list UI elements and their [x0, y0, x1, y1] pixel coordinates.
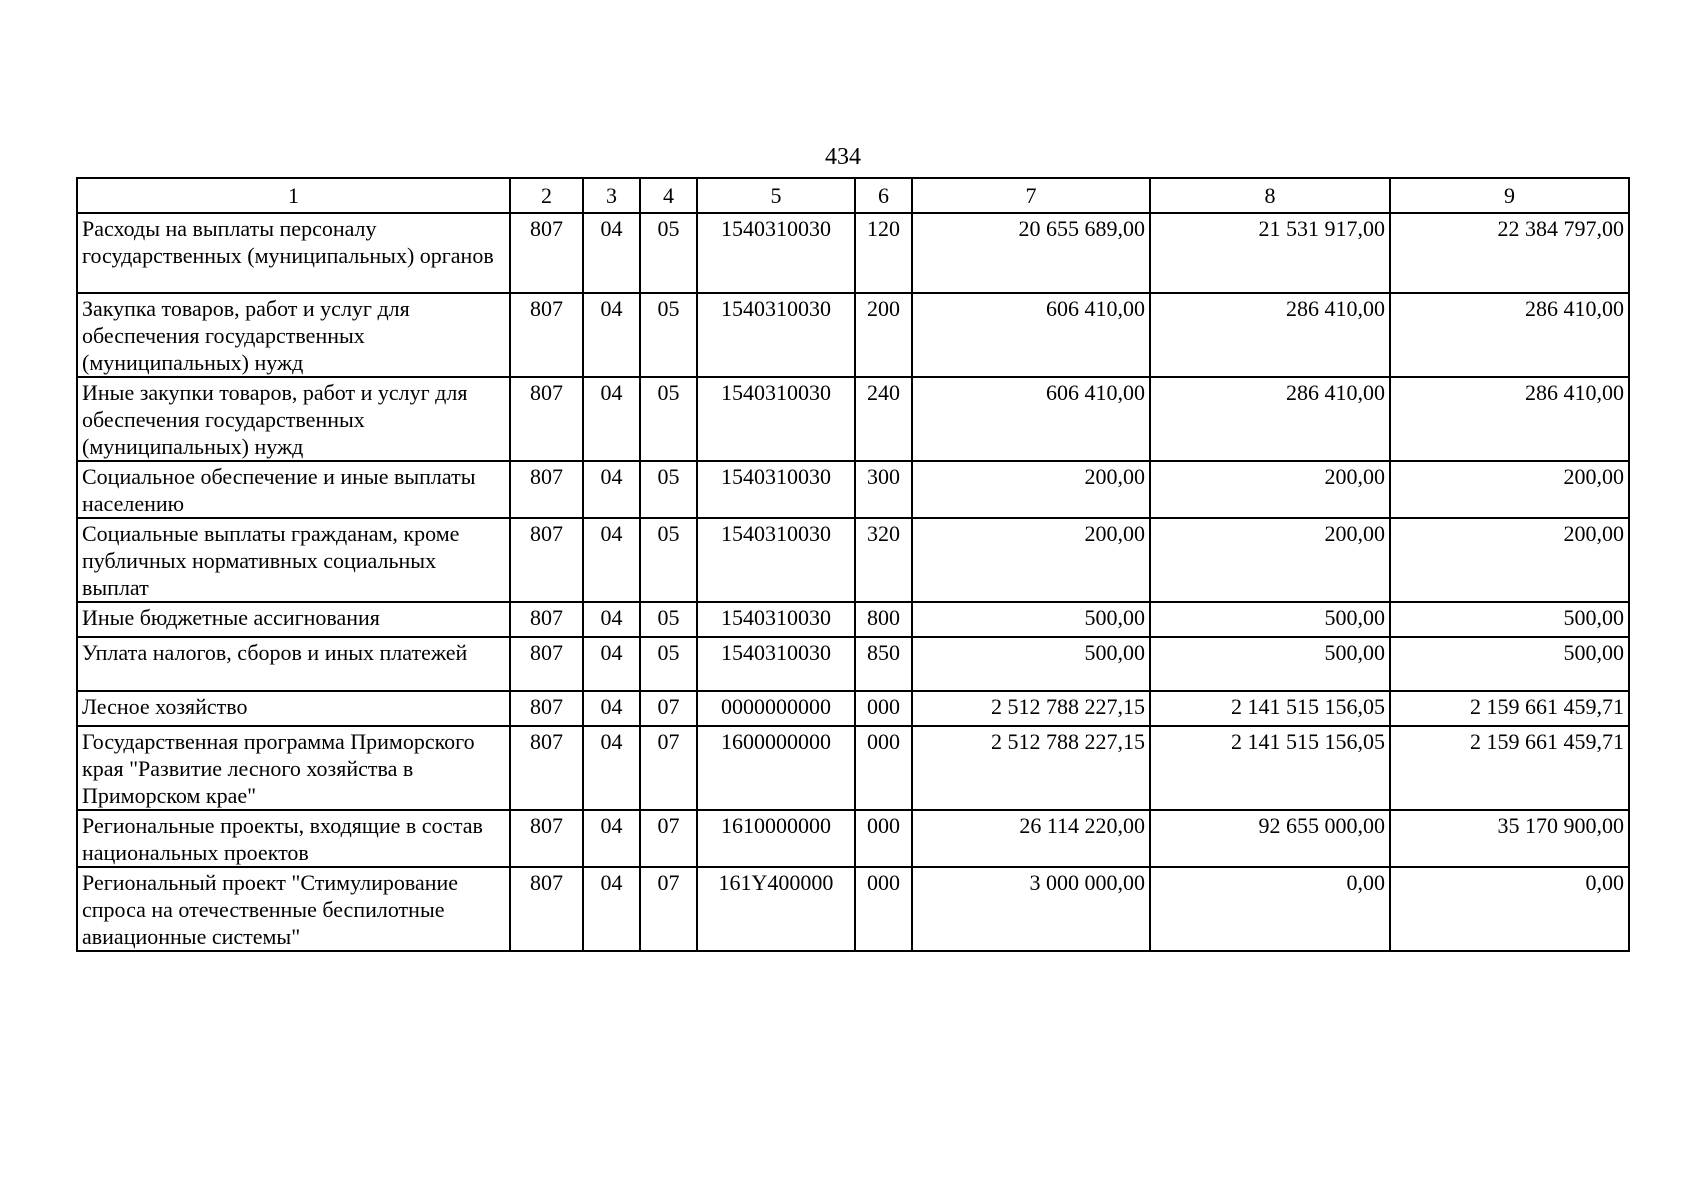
table-row	[77, 726, 1629, 810]
row-col6-cell: 200	[855, 293, 912, 377]
row-col4-cell: 05	[640, 213, 697, 293]
table-row	[77, 213, 1629, 293]
row-col6-cell: 000	[855, 867, 912, 951]
row-col4-cell: 07	[640, 726, 697, 810]
row-col4-cell: 07	[640, 691, 697, 726]
row-col8-amount: 21 531 917,00	[1150, 213, 1390, 293]
header-col-8: 8	[1150, 178, 1390, 213]
row-col7-amount: 20 655 689,00	[912, 213, 1150, 293]
row-col7-amount: 3 000 000,00	[912, 867, 1150, 951]
row-col4-cell: 05	[640, 518, 697, 602]
row-col8-amount: 500,00	[1150, 602, 1390, 637]
row-col4-cell: 05	[640, 602, 697, 637]
page-number: 434	[825, 144, 861, 170]
row-col9-amount: 2 159 661 459,71	[1390, 726, 1629, 810]
table-row	[77, 293, 1629, 377]
row-col6-cell: 120	[855, 213, 912, 293]
row-col8-amount: 286 410,00	[1150, 377, 1390, 461]
row-col6-cell: 320	[855, 518, 912, 602]
row-col2-cell: 807	[510, 293, 583, 377]
row-col2-cell: 807	[510, 637, 583, 691]
row-col5-cell: 1540310030	[697, 377, 855, 461]
row-name-cell: Региональные проекты, входящие в состав национальных проектов	[77, 810, 510, 867]
row-col9-amount: 22 384 797,00	[1390, 213, 1629, 293]
row-name-cell: Социальные выплаты гражданам, кроме публичных нормативных социальных выплат	[77, 518, 510, 602]
table-row	[77, 867, 1629, 951]
row-col9-amount: 0,00	[1390, 867, 1629, 951]
row-name-cell: Лесное хозяйство	[77, 691, 510, 726]
row-col3-cell: 04	[583, 810, 640, 867]
budget-table	[76, 177, 1630, 952]
row-col3-cell: 04	[583, 637, 640, 691]
row-col3-cell: 04	[583, 726, 640, 810]
row-col2-cell: 807	[510, 461, 583, 518]
row-col7-amount: 200,00	[912, 461, 1150, 518]
table-row	[77, 461, 1629, 518]
row-col5-cell: 1540310030	[697, 637, 855, 691]
row-name-cell: Расходы на выплаты персоналу государственных (муниципальных) органов	[77, 213, 510, 293]
row-col3-cell: 04	[583, 867, 640, 951]
row-col6-cell: 240	[855, 377, 912, 461]
row-name-cell: Иные закупки товаров, работ и услуг для обеспечения государственных (муниципальных) нужд	[77, 377, 510, 461]
row-name-cell: Закупка товаров, работ и услуг для обеспечения государственных (муниципальных) нужд	[77, 293, 510, 377]
row-col5-cell: 1540310030	[697, 213, 855, 293]
row-col4-cell: 07	[640, 810, 697, 867]
row-col8-amount: 200,00	[1150, 461, 1390, 518]
row-col3-cell: 04	[583, 461, 640, 518]
row-col2-cell: 807	[510, 691, 583, 726]
table-body	[77, 213, 1629, 951]
row-col9-amount: 35 170 900,00	[1390, 810, 1629, 867]
row-col4-cell: 05	[640, 377, 697, 461]
row-col5-cell: 1610000000	[697, 810, 855, 867]
row-col3-cell: 04	[583, 377, 640, 461]
row-col4-cell: 07	[640, 867, 697, 951]
row-name-cell: Региональный проект "Стимулирование спроса на отечественные беспилотные авиационные системы"	[77, 867, 510, 951]
row-col7-amount: 500,00	[912, 602, 1150, 637]
row-col2-cell: 807	[510, 377, 583, 461]
row-col5-cell: 1540310030	[697, 602, 855, 637]
header-col-2: 2	[510, 178, 583, 213]
row-col6-cell: 000	[855, 810, 912, 867]
table-row	[77, 377, 1629, 461]
row-col8-amount: 92 655 000,00	[1150, 810, 1390, 867]
row-col8-amount: 200,00	[1150, 518, 1390, 602]
row-col6-cell: 800	[855, 602, 912, 637]
row-name-cell: Государственная программа Приморского края "Развитие лесного хозяйства в Приморском крае"	[77, 726, 510, 810]
row-col5-cell: 0000000000	[697, 691, 855, 726]
row-col2-cell: 807	[510, 867, 583, 951]
table-header-row	[77, 178, 1629, 213]
table-row	[77, 518, 1629, 602]
row-col9-amount: 500,00	[1390, 602, 1629, 637]
row-col6-cell: 000	[855, 691, 912, 726]
row-col2-cell: 807	[510, 602, 583, 637]
row-col8-amount: 2 141 515 156,05	[1150, 726, 1390, 810]
row-col7-amount: 26 114 220,00	[912, 810, 1150, 867]
table-row	[77, 602, 1629, 637]
header-col-5: 5	[697, 178, 855, 213]
header-col-7: 7	[912, 178, 1150, 213]
header-col-1: 1	[77, 178, 510, 213]
row-col9-amount: 286 410,00	[1390, 293, 1629, 377]
row-col4-cell: 05	[640, 461, 697, 518]
row-col7-amount: 200,00	[912, 518, 1150, 602]
header-col-3: 3	[583, 178, 640, 213]
row-col5-cell: 1540310030	[697, 518, 855, 602]
row-col5-cell: 1600000000	[697, 726, 855, 810]
row-col7-amount: 2 512 788 227,15	[912, 691, 1150, 726]
table-row	[77, 691, 1629, 726]
row-col6-cell: 000	[855, 726, 912, 810]
row-col7-amount: 606 410,00	[912, 377, 1150, 461]
row-col2-cell: 807	[510, 213, 583, 293]
table-row	[77, 637, 1629, 691]
row-col8-amount: 500,00	[1150, 637, 1390, 691]
row-col3-cell: 04	[583, 691, 640, 726]
row-col6-cell: 850	[855, 637, 912, 691]
row-col3-cell: 04	[583, 213, 640, 293]
row-name-cell: Социальное обеспечение и иные выплаты населению	[77, 461, 510, 518]
row-col4-cell: 05	[640, 293, 697, 377]
row-name-cell: Уплата налогов, сборов и иных платежей	[77, 637, 510, 691]
row-col7-amount: 606 410,00	[912, 293, 1150, 377]
row-col8-amount: 2 141 515 156,05	[1150, 691, 1390, 726]
row-col5-cell: 161Y400000	[697, 867, 855, 951]
row-col9-amount: 286 410,00	[1390, 377, 1629, 461]
row-col7-amount: 2 512 788 227,15	[912, 726, 1150, 810]
row-col7-amount: 500,00	[912, 637, 1150, 691]
header-col-6: 6	[855, 178, 912, 213]
row-col2-cell: 807	[510, 726, 583, 810]
row-col3-cell: 04	[583, 293, 640, 377]
header-col-9: 9	[1390, 178, 1629, 213]
row-col9-amount: 200,00	[1390, 518, 1629, 602]
row-col3-cell: 04	[583, 518, 640, 602]
row-col9-amount: 500,00	[1390, 637, 1629, 691]
row-col5-cell: 1540310030	[697, 293, 855, 377]
header-col-4: 4	[640, 178, 697, 213]
row-col2-cell: 807	[510, 518, 583, 602]
row-name-cell: Иные бюджетные ассигнования	[77, 602, 510, 637]
row-col9-amount: 200,00	[1390, 461, 1629, 518]
row-col4-cell: 05	[640, 637, 697, 691]
row-col8-amount: 0,00	[1150, 867, 1390, 951]
row-col8-amount: 286 410,00	[1150, 293, 1390, 377]
table-row	[77, 810, 1629, 867]
row-col6-cell: 300	[855, 461, 912, 518]
row-col5-cell: 1540310030	[697, 461, 855, 518]
row-col2-cell: 807	[510, 810, 583, 867]
row-col3-cell: 04	[583, 602, 640, 637]
row-col9-amount: 2 159 661 459,71	[1390, 691, 1629, 726]
